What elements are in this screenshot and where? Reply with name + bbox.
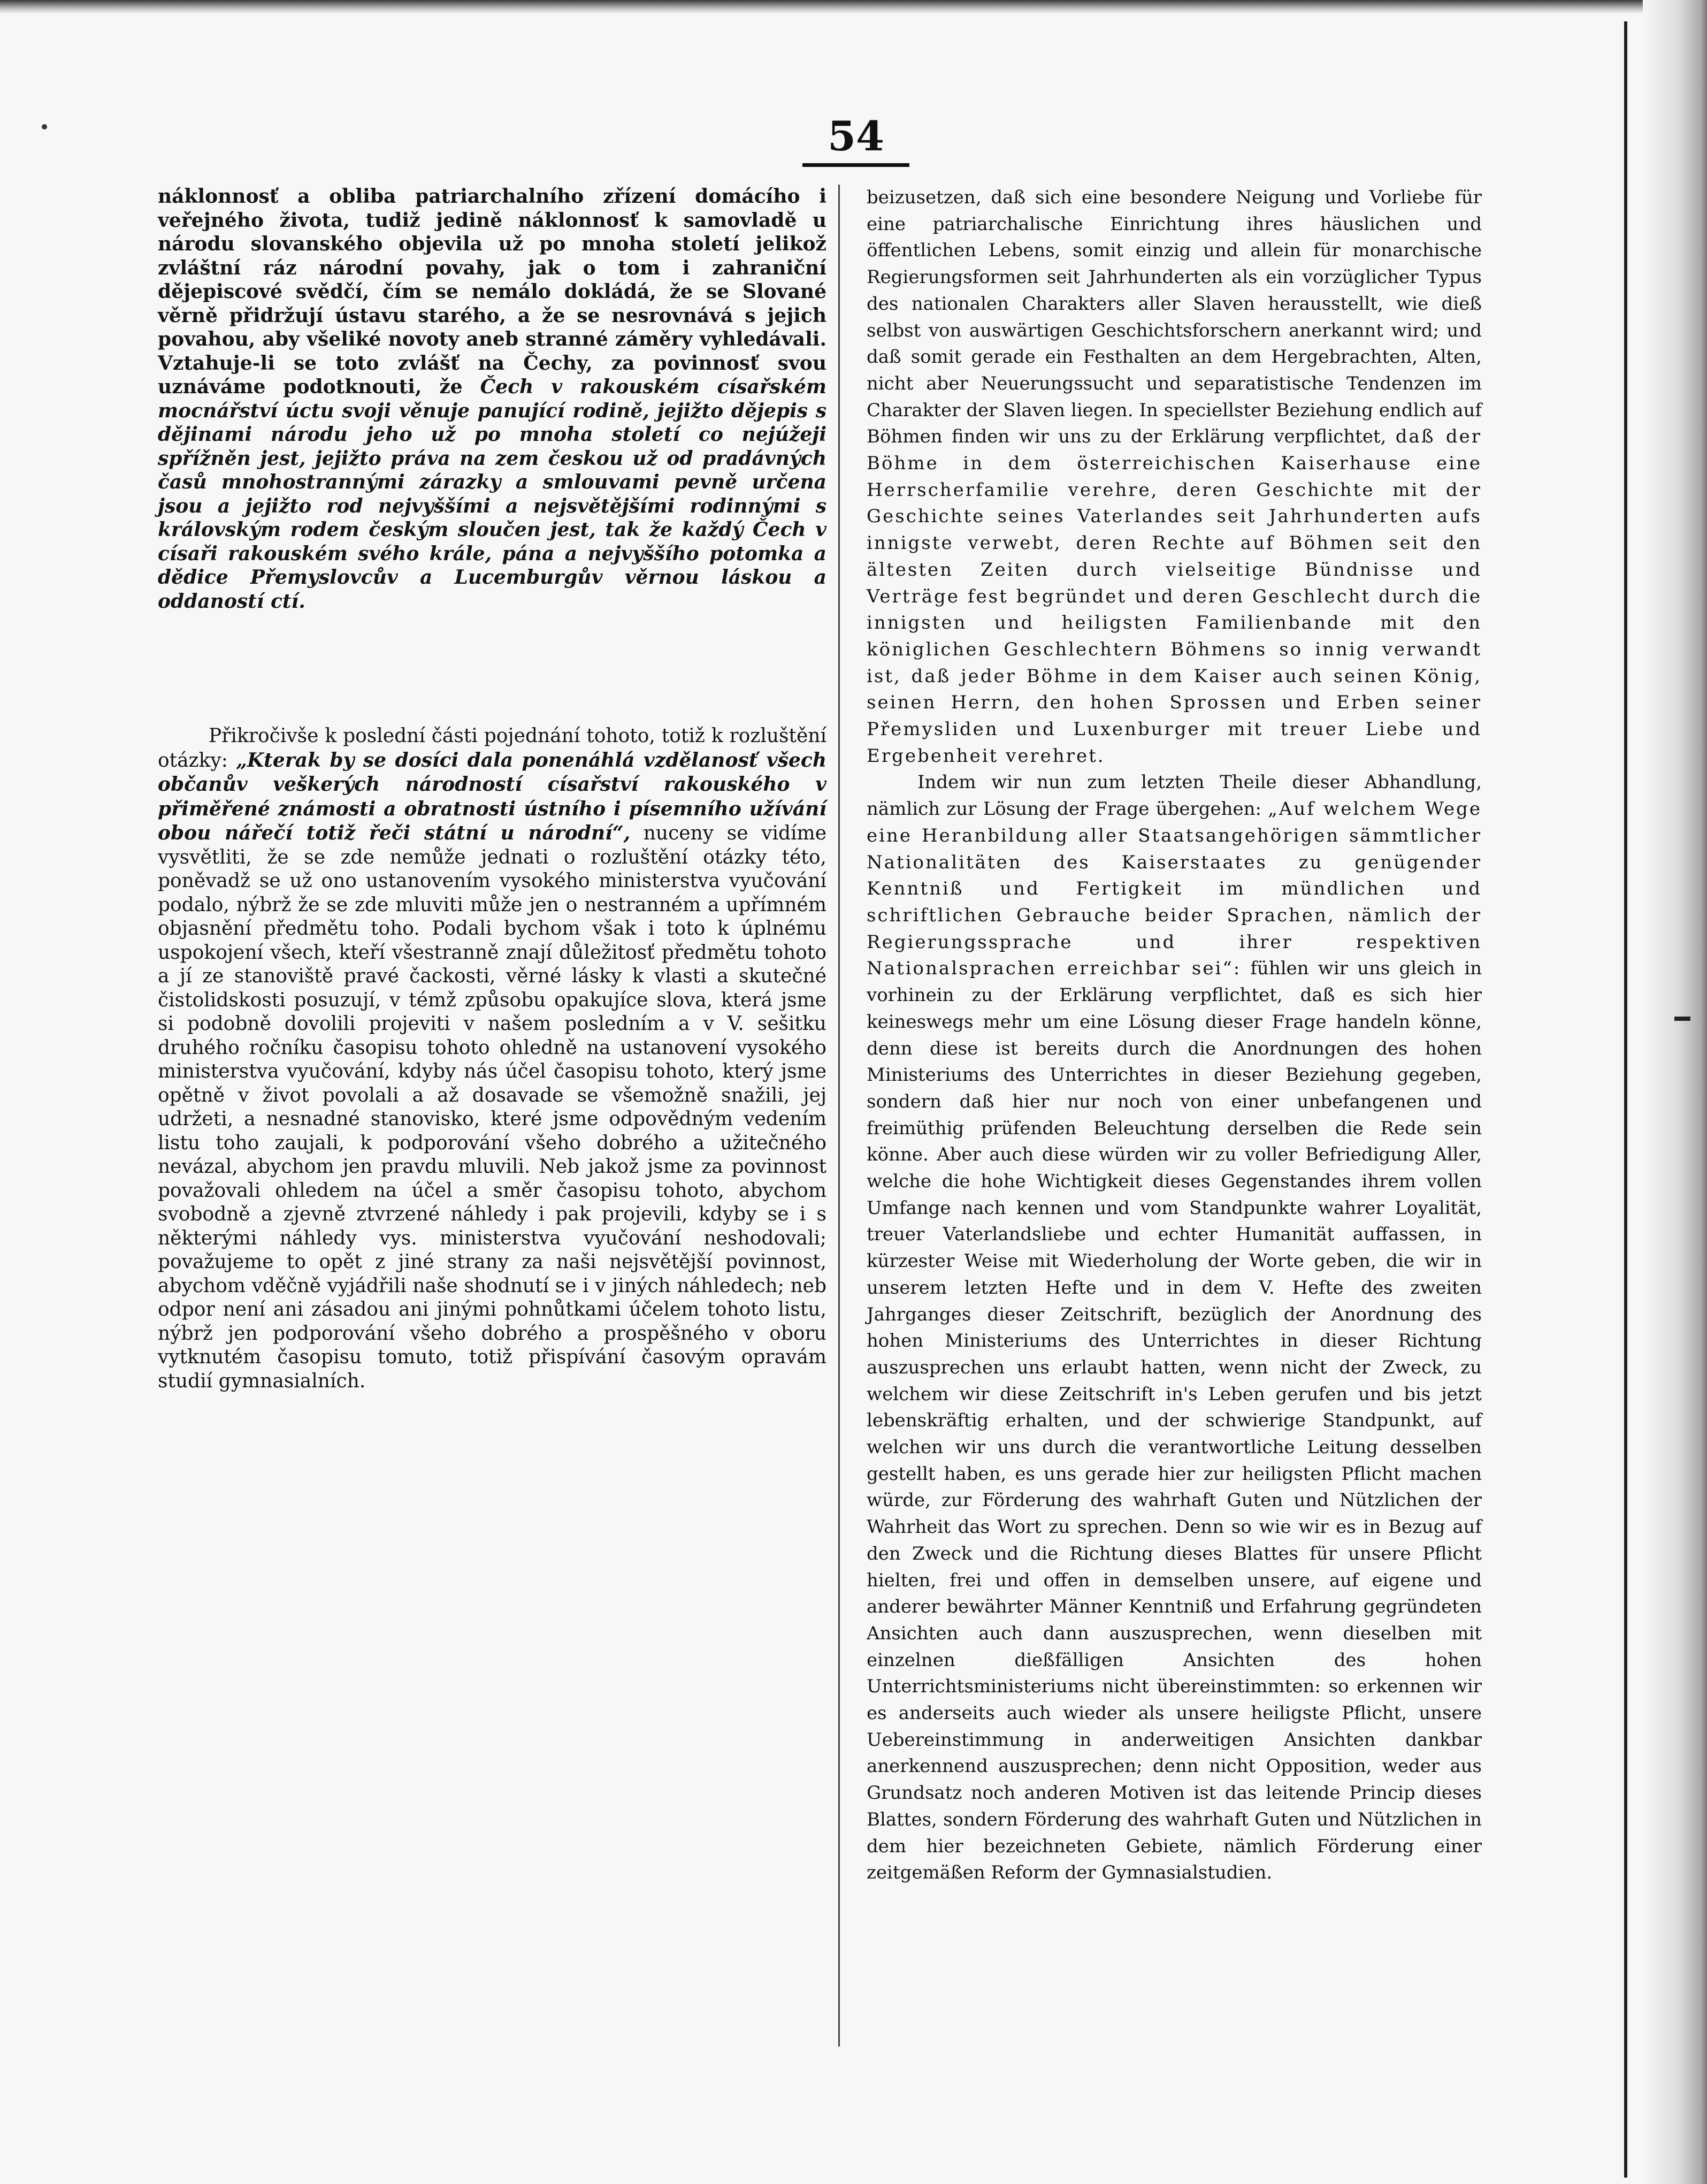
czech-para1-text: náklonnosť a obliba patriarchalního zřízení domácího i veřejného života, tudiž jedině náklonnosť k samovladě u národu slovanského objevila už po mnoha století jelikož zvláštní ráz národní povahy, jak o tom i zahraniční dějepiscové svědčí, čím se nemálo dokládá, že se Slované věrně přidržují ústavu starého, a že se nesrovnává s jejich povahou, aby všeliké novoty aneb stranné záměry vyhledávali. Vztahuje-li se toto zvlášť na Čechy, za povinnosť svou uznáváme podotknouti, že — [158, 185, 826, 398]
page-number: 54 — [828, 112, 884, 160]
czech-para2-question: „Kterak by se dosíci dala ponenáhlá vzdělanosť všech občanův veškerých národností císařství rakouského v přiměřené známosti a obratnosti ústního i písemního užívání obou nářečí totiž řeči státní u národní“, — [158, 749, 826, 844]
czech-para1-emphasis: Čech v rakouském císařském mocnářství úctu svoji věnuje panující rodině, jejižto dějepis s dějinami národu jeho už po mnoha století co nejúžeji spřížněn jest, jejižto práva na zem českou už od pradávných časů mnohostrannými zárazky a smlouvami pevně určena jsou a jejižto rod nejvyššími a nejsvětějšími rodinnými s královským rodem českým sloučen jest, tak že každý Čech v císaři rakouském svého krále, pána a nejvyššího potomka a dědice Přemyslovcův a Lucemburgův věrnou láskou a oddaností ctí. — [158, 376, 826, 613]
german-para1-spaced: daß der Böhme in dem österreichischen Kaiserhause eine Herrscherfamilie verehre, deren Geschichte mit der Geschichte seines Vaterlandes seit Jahrhunderten aufs innigste verwebt, deren Rechte auf Böhmen seit den ältesten Zeiten durch vielseitige Bündnisse und Verträge fest begründet und deren Geschlecht durch die innigsten und heiligsten Familienbande mit den königlichen Geschlechtern Böhmens so innig verwandt ist, daß jeder Böhme in dem Kaiser auch seinen König, seinen Herrn, den hohen Sprossen und Erben seiner Přemysliden und Luxenburger mit treuer Liebe und Ergebenheit verehret. — [867, 426, 1482, 767]
german-para2-question: „Auf welchem Wege eine Heranbildung aller Staatsangehörigen sämmtlicher Nationalitäten des Kaiserstaates zu genügender Kenntniß und Fertigkeit im mündlichen und schriftlichen Gebrauche beider Sprachen, nämlich der Regierungssprache und ihrer respektiven Nationalsprachen erreichbar sei“: — [867, 798, 1482, 980]
german-paragraph-1 — [867, 185, 1482, 769]
german-column — [867, 185, 1482, 1887]
scan-top-edge — [0, 0, 1707, 14]
german-para1-text: beizusetzen, daß sich eine besondere Neigung und Vorliebe für eine patriarchalische Einrichtung ihres häuslichen und öffentlichen Lebens, somit einzig und allein für monarchische Regierungsformen seit Jahrhunderten als ein vorzüglicher Typus des nationalen Charakters aller Slaven herausstellt, wie dieß selbst von auswärtigen Geschichtsforschern anerkannt wird; und daß somit gerade ein Festhalten an dem Hergebrachten, Alten, nicht aber Neuerungssucht und separatistische Tendenzen im Charakter der Slaven liegen. In speciellster Beziehung endlich auf Böhmen finden wir uns zu der Erklärung verpflichtet, — [867, 187, 1482, 448]
czech-para2-lead: Přikročivše k poslední části pojednání tohoto, totiž k rozluštění otázky: — [158, 725, 826, 772]
column-divider — [838, 185, 840, 2046]
german-para2-text: fühlen wir uns gleich in vorhinein zu der Erklärung verpflichtet, daß es sich hier keineswegs mehr um eine Lösung dieser Frage handeln könne, denn diese ist bereits durch die Anordnungen des hohen Ministeriums des Unterrichtes in dieser Beziehung gegeben, sondern daß hier nur noch von einer unbefangenen und freimüthig prüfenden Beleuchtung derselben die Rede sein könne. Aber auch diese würden wir zu voller Befriedigung Aller, welche die hohe Wichtigkeit dieses Gegenstandes ihrem vollen Umfange nach kennen und vom Standpunkte wahrer Loyalität, treuer Vaterlandsliebe und echter Humanität auffassen, in kürzester Weise mit Wiederholung der Worte geben, die wir in unserem letzten Hefte und in dem V. Hefte des zweiten Jahrganges dieser Zeitschrift, bezüglich der Anordnung des hohen Ministeriums des Unterrichtes in dieser Richtung auszusprechen uns erlaubt hatten, wenn nicht der Zweck, zu welchem wir diese Zeitschrift in's Leben gerufen und bis jetzt lebenskräftig erhalten, und der schwierige Standpunkt, auf welchen wir uns durch die verantwortliche Leitung desselben gestellt haben, es uns gerade hier zur heiligsten Pflicht machen würde, zur Förderung des wahrhaft Guten und Nützlichen der Wahrheit das Wort zu sprechen. Denn so wie wir es in Bezug auf den Zweck und die Richtung dieses Blattes für unsere Pflicht hielten, frei und offen in demselben unsere, auf eigene und anderer bewährter Männer Kenntniß und Erfahrung gegründeten Ansichten auch dann auszusprechen, wenn dieselben mit einzelnen dießfälligen Ansichten des hohen Unterrichtsministeriums nicht übereinstimmten: so erkennen wir es anderseits auch wieder als unsere heiligste Pflicht, unsere Uebereinstimmung in anderweitigen Ansichten dankbar anerkennend auszusprechen; denn nicht Opposition, weder aus Grundsatz noch anderen Motiven ist das leitende Princip dieses Blattes, sondern Förderung des wahrhaft Guten und Nützlichen in dem hier bezeichneten Gebiete, nämlich Förderung einer zeitgemäßen Reform der Gymnasialstudien. — [867, 958, 1482, 1884]
czech-paragraph-2 — [158, 724, 826, 1393]
scan-edge-rule — [1624, 21, 1627, 2178]
czech-column — [158, 185, 826, 1393]
scan-right-edge — [1643, 0, 1707, 2184]
german-para2-lead: Indem wir nun zum letzten Theile dieser Abhandlung, nämlich zur Lösung der Frage übergehen: — [867, 772, 1482, 820]
german-paragraph-2 — [867, 769, 1482, 1887]
margin-dot — [42, 124, 47, 129]
czech-para2-text: nuceny se vidíme vysvětliti, že se zde nemůže jednati o rozluštění otázky této, poněvadž se už ono ustanovením vysokého ministerstva vyučování podalo, nýbrž že se zde mluviti může jen o nestranném a upřímném objasnění předmětu toho. Podali bychom však i toto k úplnému uspokojení všech, kteří všestranně znají důležitosť předmětu tohoto a jí ze stanoviště pravé čackosti, věrné lásky k vlasti a skutečné čistolidskosti posuzují, v témž způsobu opakujíce slova, která jsme si podobně dovolili projeviti v našem posledním a v V. sešitku druhého ročníku časopisu tohoto ohledně na ustanovení vysokého ministerstva vyučování, kdyby nás účel časopisu tohoto, který jsme opětně v život povolali a až dosavade se všemožně snažili, jej udržeti, a nesnadné stanovisko, které jsme odpovědným vedením listu toho zaujali, k podporování všeho dobrého a užitečného nevázal, abychom jen pravdu mluvili. Neb jakož jsme za povinnost považovali ohledem na účel a směr časopisu tohoto, abychom svobodně a zjevně ztvrzené náhledy i pak projevili, kdyby se i s některými náhledy vys. ministerstva vyučování neshodovali; považujeme to opět z jiné strany za naši nejsvětější povinnost, abychom vděčně vyjádřili naše shodnutí se i v jiných náhledech; neb odpor není ani zásadou ani jinými pohnůtkami účelem tohoto listu, nýbrž jen podporování všeho dobrého a prospěšného v oboru vytknutém časopisu tomuto, totiž přispívání časovým opravám studií gymnasialních. — [158, 822, 826, 1392]
czech-paragraph-1 — [158, 185, 826, 613]
scan-edge-tick — [1674, 1017, 1690, 1021]
page-number-rule — [802, 163, 909, 167]
